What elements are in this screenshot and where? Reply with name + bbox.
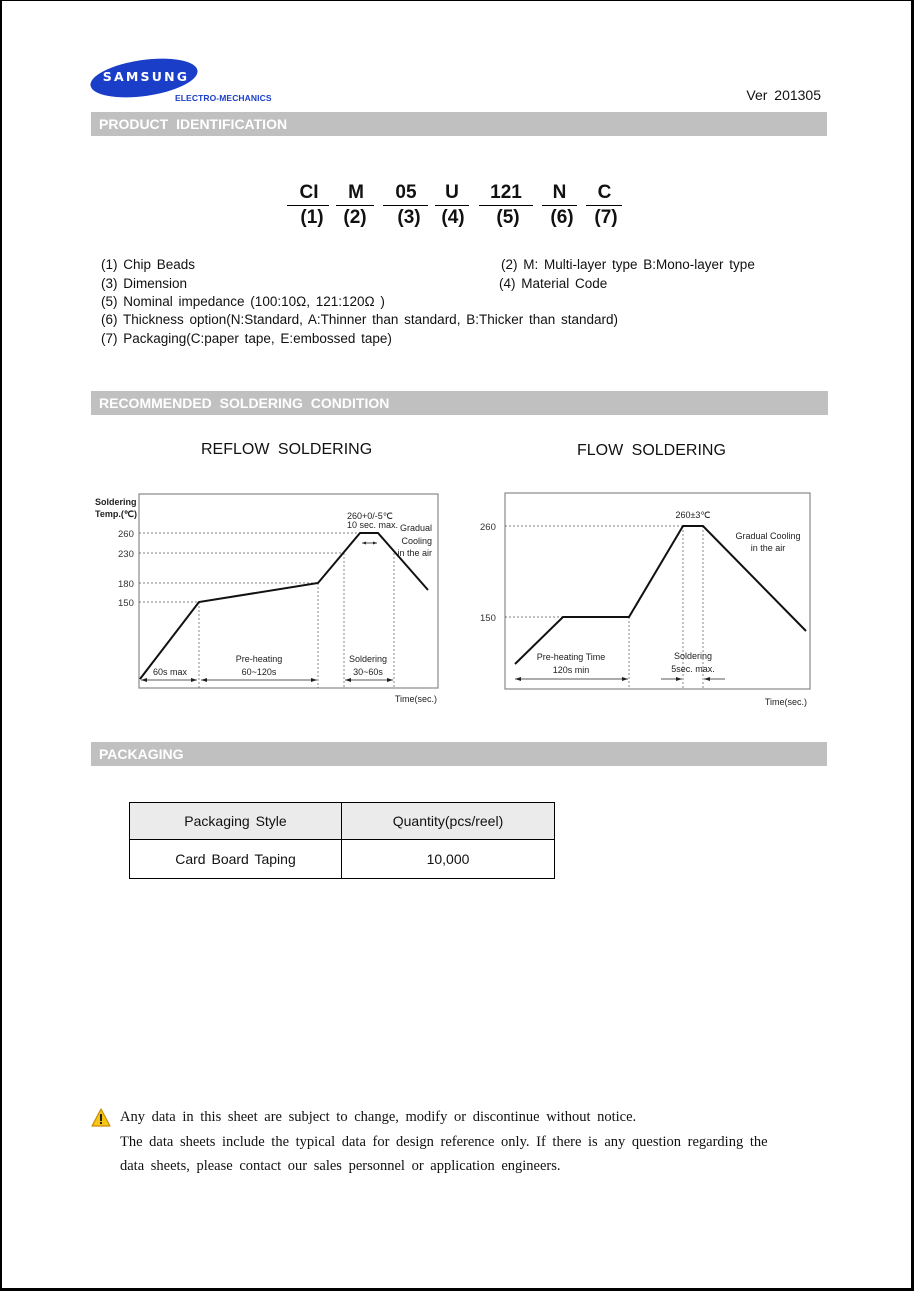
y-tick-230: 230 <box>118 549 134 560</box>
preheat-time-label: 60~120s <box>241 667 277 677</box>
soldering-time-label: 30~60s <box>353 667 383 677</box>
section-product-identification: PRODUCT IDENTIFICATION <box>91 112 827 136</box>
pn-index-1: (1) <box>300 207 324 228</box>
y-tick-150: 150 <box>118 598 134 609</box>
legend-item-2: (2) M: Multi-layer type B:Mono-layer type <box>501 257 755 272</box>
pn-underline <box>336 205 374 206</box>
pn-index-5: (5) <box>496 207 520 228</box>
cooling-label: in the air <box>750 543 786 553</box>
preheat-time-label: 120s min <box>552 665 590 675</box>
section-soldering-condition: RECOMMENDED SOLDERING CONDITION <box>91 391 828 415</box>
pn-index-6: (6) <box>550 207 574 228</box>
pn-underline <box>479 205 533 206</box>
cooling-label: Gradual <box>399 523 432 533</box>
pn-code-7: C <box>597 182 612 203</box>
x-axis-label: Time(sec.) <box>394 694 437 704</box>
table-cell: Card Board Taping <box>130 840 342 879</box>
pn-code-5: 121 <box>490 182 522 203</box>
notice-line-3: data sheets, please contact our sales personnel or application engineers. <box>120 1158 561 1174</box>
legend-item-3: (3) Dimension <box>101 276 188 291</box>
pn-index-2: (2) <box>343 207 367 228</box>
ramp-time-label: 60s max <box>153 667 188 677</box>
version-label: Ver 201305 <box>746 87 821 103</box>
soldering-label: Soldering <box>348 654 388 664</box>
pn-index-3: (3) <box>397 207 421 228</box>
peak-time-label: 10 sec. max. <box>347 520 399 530</box>
cooling-label: in the air <box>397 548 432 558</box>
legend-item-6: (6) Thickness option(N:Standard, A:Thinner than standard, B:Thicker than standard) <box>101 312 619 327</box>
cooling-label: Cooling <box>401 536 432 546</box>
y-axis-label: Soldering <box>95 497 137 507</box>
pn-underline <box>542 205 577 206</box>
y-tick-260: 260 <box>118 529 134 540</box>
pn-underline <box>383 205 428 206</box>
preheat-label: Pre-heating Time <box>536 652 606 662</box>
column-header: Packaging Style <box>130 803 342 840</box>
legend-item-7: (7) Packaging(C:paper tape, E:embossed tape) <box>101 331 392 346</box>
flow-soldering-chart <box>467 486 817 711</box>
pn-code-1: CI <box>299 182 319 203</box>
pn-code-2: M <box>348 182 364 203</box>
soldering-label: Soldering <box>673 651 713 661</box>
pn-underline <box>287 205 329 206</box>
warning-icon <box>91 1108 111 1127</box>
legend-item-1: (1) Chip Beads <box>101 257 196 272</box>
peak-temp-label: 260±3℃ <box>675 510 711 520</box>
pn-underline <box>586 205 622 206</box>
reflow-chart-title: REFLOW SOLDERING <box>201 441 373 458</box>
legend-item-4: (4) Material Code <box>499 276 608 291</box>
column-header: Quantity(pcs/reel) <box>342 803 555 840</box>
notice-line-2: The data sheets include the typical data for design reference only. If there is any question regarding the <box>120 1134 768 1150</box>
y-tick-260: 260 <box>480 522 496 533</box>
logo-brand: SAMSUNG <box>102 69 190 84</box>
y-tick-180: 180 <box>118 579 134 590</box>
legend-item-5: (5) Nominal impedance (100:10Ω, 121:120Ω ) <box>101 294 385 309</box>
table-header-row <box>130 803 555 840</box>
packaging-table <box>129 802 555 879</box>
notice-line-1: Any data in this sheet are subject to change, modify or discontinue without notice. <box>120 1109 637 1125</box>
y-axis-label-unit: Temp.(℃) <box>95 509 137 519</box>
pn-code-3: 05 <box>395 182 417 203</box>
logo-division: ELECTRO-MECHANICS <box>175 93 272 103</box>
peak-temp-label: 260+0/-5℃ <box>347 511 393 521</box>
soldering-time-label: 5sec. max. <box>671 664 715 674</box>
section-packaging: PACKAGING <box>91 742 827 766</box>
x-axis-label: Time(sec.) <box>764 697 807 707</box>
reflow-soldering-chart <box>87 486 447 711</box>
pn-index-4: (4) <box>441 207 465 228</box>
cooling-label: Gradual Cooling <box>735 531 801 541</box>
flow-chart-title: FLOW SOLDERING <box>577 442 726 459</box>
pn-code-4: U <box>445 182 459 203</box>
table-row <box>130 840 555 879</box>
preheat-label: Pre-heating <box>235 654 283 664</box>
pn-underline <box>435 205 469 206</box>
y-tick-150: 150 <box>480 613 496 624</box>
pn-index-7: (7) <box>594 207 618 228</box>
table-cell: 10,000 <box>342 840 555 879</box>
pn-code-6: N <box>552 182 567 203</box>
